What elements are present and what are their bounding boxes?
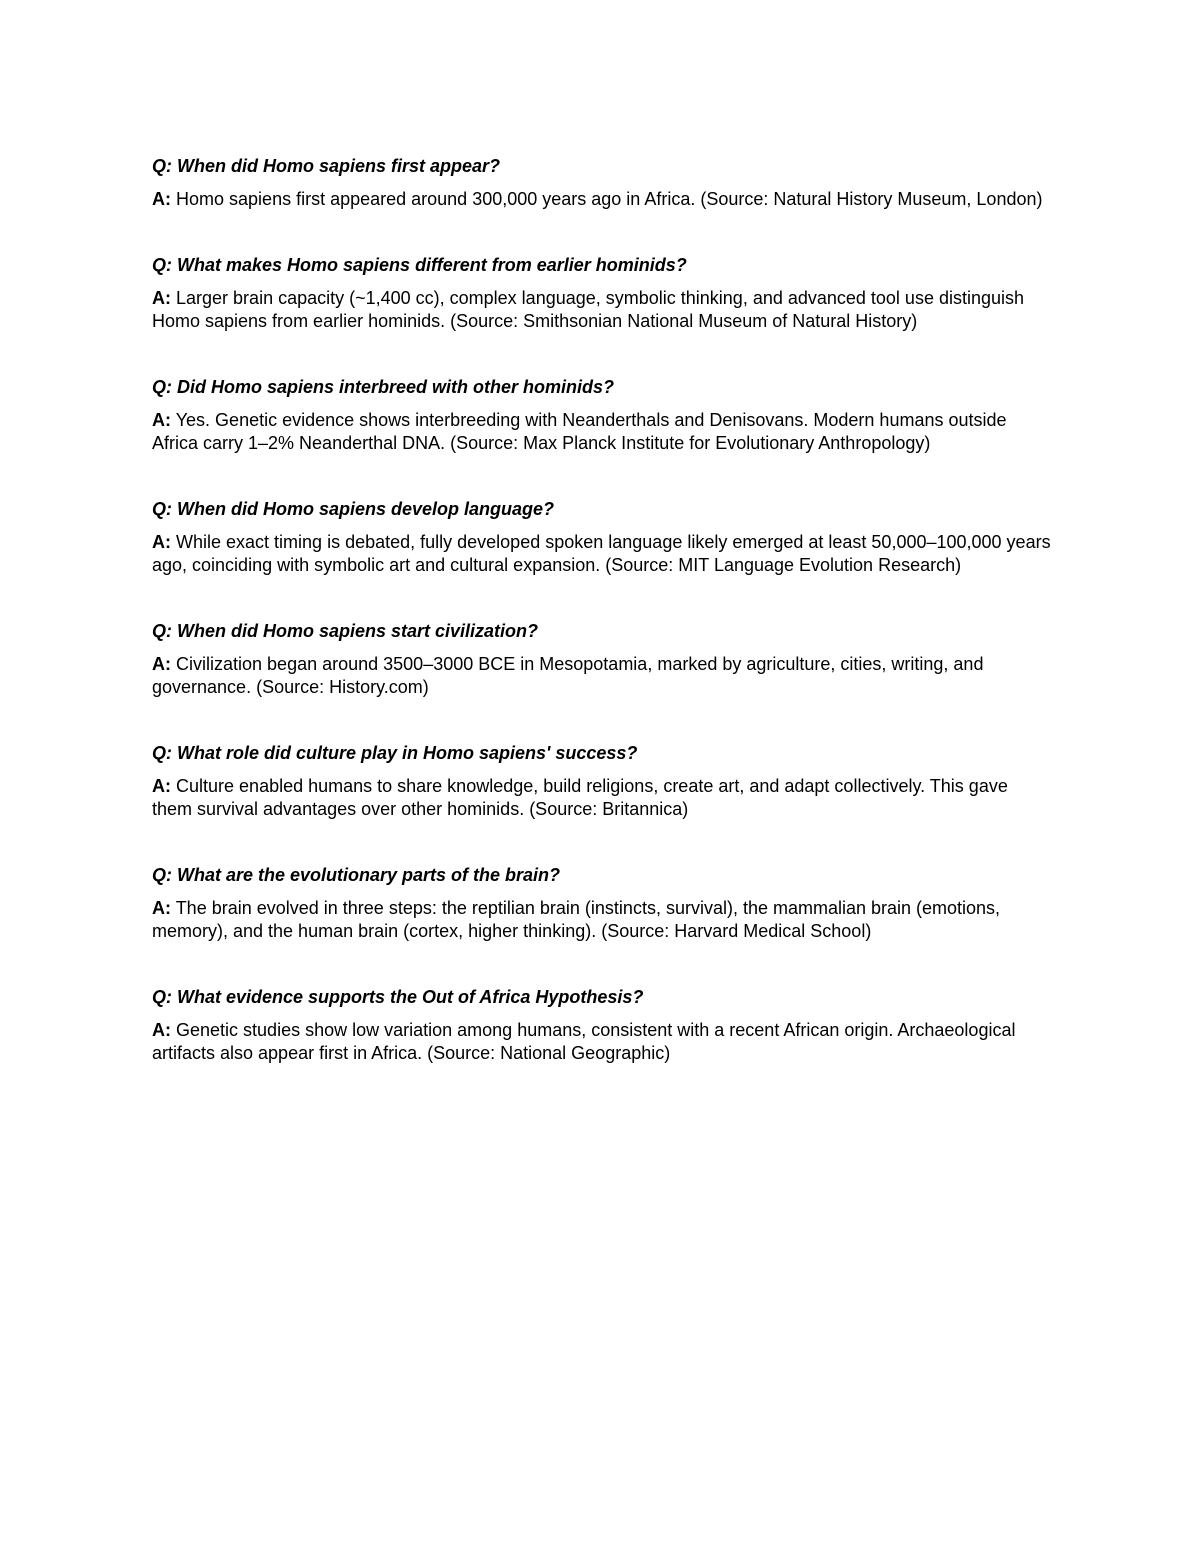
- answer-text: Yes. Genetic evidence shows interbreeding with Neanderthals and Denisovans. Modern humans outside Africa carry 1–2% Neanderthal DNA. (Source: Max Planck Institute for Evolutionary Anthropology): [152, 409, 1007, 453]
- answer-paragraph: [152, 775, 1052, 822]
- answer-text: Homo sapiens first appeared around 300,000 years ago in Africa. (Source: Natural History Museum, London): [176, 189, 1043, 209]
- answer-text: Genetic studies show low variation among humans, consistent with a recent African origin. Archaeological artifacts also appear first in Africa. (Source: National Geographic): [152, 1019, 1016, 1063]
- answer-paragraph: [152, 287, 1052, 334]
- qa-item-6: [152, 741, 1052, 822]
- qa-item-8: [152, 985, 1052, 1066]
- question-text: Q: Did Homo sapiens interbreed with other hominids?: [152, 376, 615, 397]
- answer-paragraph: [152, 409, 1052, 456]
- question-text: Q: What evidence supports the Out of Africa Hypothesis?: [152, 986, 644, 1007]
- qa-item-3: [152, 375, 1052, 456]
- answer-paragraph: [152, 653, 1052, 700]
- qa-item-7: [152, 863, 1052, 944]
- question-text: Q: When did Homo sapiens develop language?: [152, 498, 555, 519]
- answer-text: Civilization began around 3500–3000 BCE in Mesopotamia, marked by agriculture, cities, writing, and governance. (Source: History.com): [152, 653, 984, 697]
- answer-prefix: A:: [152, 531, 171, 552]
- qa-item-2: [152, 253, 1052, 334]
- qa-item-1: [152, 154, 1052, 212]
- answer-prefix: A:: [152, 1019, 171, 1040]
- question-text: Q: What role did culture play in Homo sapiens' success?: [152, 742, 638, 763]
- answer-paragraph: [152, 897, 1052, 944]
- answer-prefix: A:: [152, 287, 171, 308]
- answer-paragraph: [152, 188, 1052, 212]
- question-text: Q: When did Homo sapiens start civilization?: [152, 620, 539, 641]
- answer-prefix: A:: [152, 653, 171, 674]
- question-text: Q: What makes Homo sapiens different from earlier hominids?: [152, 254, 687, 275]
- qa-item-5: [152, 619, 1052, 700]
- answer-paragraph: [152, 1019, 1052, 1066]
- question-text: Q: When did Homo sapiens first appear?: [152, 156, 501, 176]
- answer-text: Larger brain capacity (~1,400 cc), complex language, symbolic thinking, and advanced tool use distinguish Homo sapiens from earlier hominids. (Source: Smithsonian National Museum of Natural History): [152, 287, 1025, 331]
- qa-item-4: [152, 497, 1052, 578]
- question-text: Q: What are the evolutionary parts of the brain?: [152, 864, 561, 885]
- answer-prefix: A:: [152, 897, 171, 918]
- answer-prefix: A:: [152, 409, 171, 430]
- document-page: [152, 154, 1052, 1107]
- answer-text: Culture enabled humans to share knowledge, build religions, create art, and adapt collectively. This gave them survival advantages over other hominids. (Source: Britannica): [152, 775, 1008, 819]
- answer-text: The brain evolved in three steps: the reptilian brain (instincts, survival), the mammalian brain (emotions, memory), and the human brain (cortex, higher thinking). (Source: Harvard Medical School): [152, 897, 1001, 941]
- answer-paragraph: [152, 531, 1052, 578]
- answer-text: While exact timing is debated, fully developed spoken language likely emerged at least 50,000–100,000 years ago, coinciding with symbolic art and cultural expansion. (Source: MIT Language Evolution Research): [152, 531, 1051, 575]
- answer-prefix: A:: [152, 775, 171, 796]
- answer-prefix: A:: [152, 189, 171, 209]
